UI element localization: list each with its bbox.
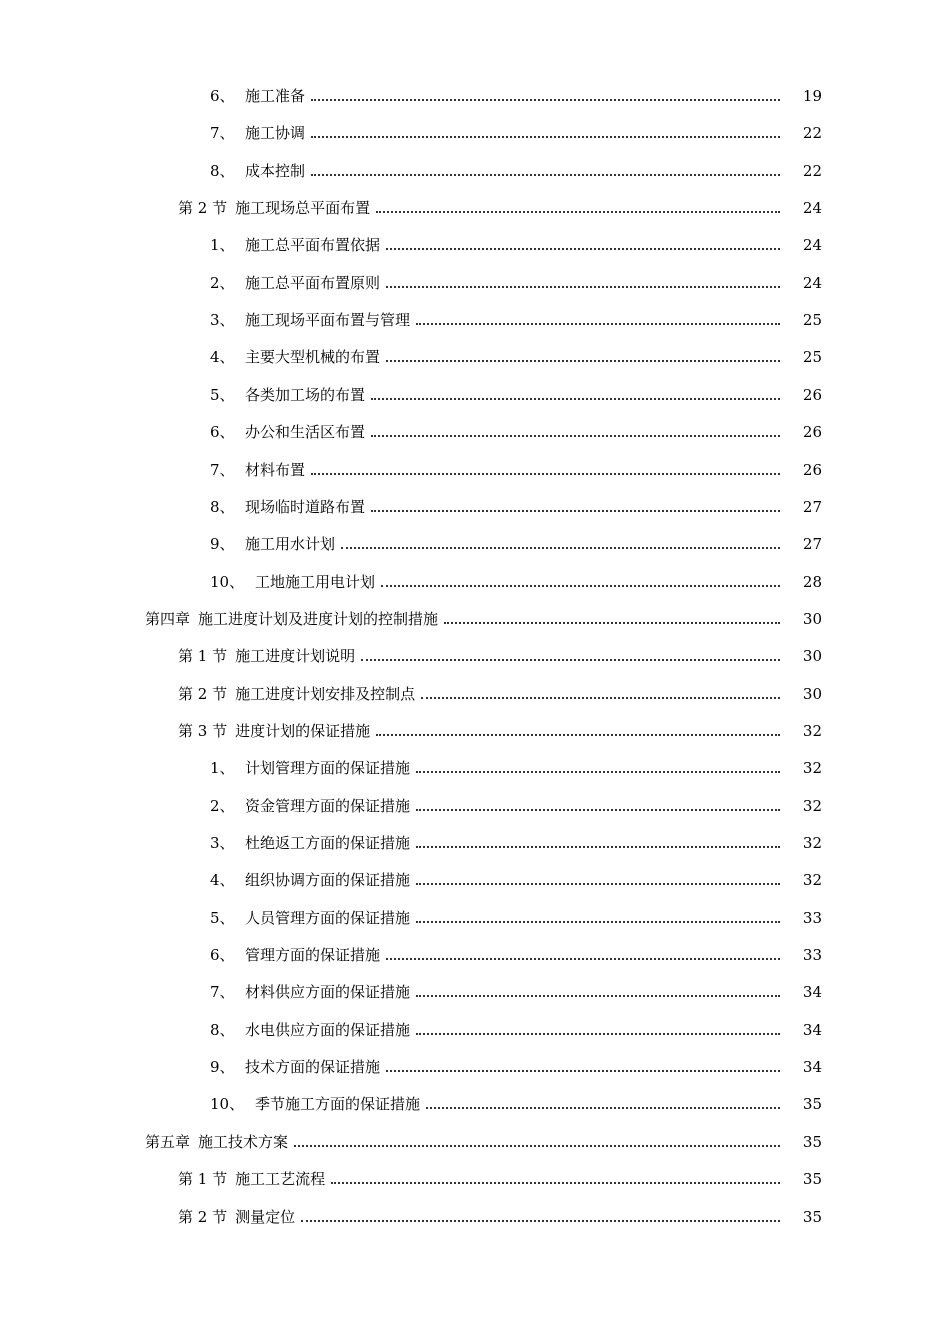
toc-leader-dots: [416, 995, 780, 997]
toc-leader-dots: [386, 958, 780, 960]
toc-entry-number: 3、: [210, 311, 235, 329]
toc-entry-title: 办公和生活区布置: [245, 423, 366, 441]
toc-entry-title: 杜绝返工方面的保证措施: [245, 834, 411, 852]
toc-entry[interactable]: [0, 605, 950, 629]
toc-leader-dots: [386, 248, 780, 250]
toc-entry-page: 26: [802, 423, 822, 441]
toc-leader-dots: [371, 398, 780, 400]
toc-entry-page: 19: [802, 87, 822, 105]
toc-leader-dots: [371, 435, 780, 437]
toc-entry-title: 施工进度计划说明: [235, 647, 356, 665]
toc-entry-number: 8、: [210, 162, 235, 180]
toc-entry-title: 成本控制: [245, 162, 306, 180]
toc-entry-page: 35: [802, 1133, 822, 1151]
toc-entry-number: 6、: [210, 423, 235, 441]
toc-entry-title: 工地施工用电计划: [255, 573, 376, 591]
toc-leader-dots: [371, 510, 780, 512]
toc-entry[interactable]: [0, 642, 950, 666]
toc-entry[interactable]: [0, 941, 950, 965]
toc-entry-number: 2、: [210, 797, 235, 815]
toc-entry-number: 5、: [210, 386, 235, 404]
toc-leader-dots: [294, 1145, 780, 1147]
toc-entry-number: 5、: [210, 909, 235, 927]
toc-entry-number: 第五章: [145, 1133, 191, 1151]
toc-leader-dots: [301, 1220, 780, 1222]
toc-leader-dots: [416, 771, 780, 773]
toc-entry-number: 第 3 节: [178, 722, 228, 740]
toc-entry-number: 第四章: [145, 610, 191, 628]
toc-entry[interactable]: [0, 1016, 950, 1040]
toc-entry[interactable]: [0, 194, 950, 218]
toc-entry-number: 1、: [210, 759, 235, 777]
toc-entry-number: 8、: [210, 498, 235, 516]
toc-entry-page: 24: [802, 199, 822, 217]
toc-entry-number: 10、: [210, 1095, 245, 1113]
toc-entry[interactable]: [0, 717, 950, 741]
toc-entry-title: 施工进度计划及进度计划的控制措施: [198, 610, 439, 628]
toc-entry[interactable]: [0, 530, 950, 554]
toc-entry[interactable]: [0, 82, 950, 106]
toc-entry-title: 测量定位: [235, 1208, 296, 1226]
toc-entry-title: 施工协调: [245, 124, 306, 142]
toc-entry[interactable]: [0, 792, 950, 816]
toc-entry-page: 30: [802, 647, 822, 665]
toc-entry[interactable]: [0, 754, 950, 778]
toc-entry[interactable]: [0, 119, 950, 143]
toc-entry-page: 27: [802, 498, 822, 516]
toc-entry[interactable]: [0, 904, 950, 928]
toc-leader-dots: [386, 360, 780, 362]
toc-entry-page: 22: [802, 162, 822, 180]
toc-entry[interactable]: [0, 418, 950, 442]
toc-entry-page: 32: [802, 759, 822, 777]
toc-entry-number: 6、: [210, 946, 235, 964]
toc-entry-page: 26: [802, 386, 822, 404]
toc-entry-page: 24: [802, 274, 822, 292]
toc-entry[interactable]: [0, 978, 950, 1002]
toc-leader-dots: [311, 174, 780, 176]
toc-entry-page: 33: [802, 909, 822, 927]
toc-leader-dots: [341, 547, 780, 549]
toc-entry-page: 32: [802, 797, 822, 815]
toc-entry-page: 33: [802, 946, 822, 964]
toc-leader-dots: [376, 734, 780, 736]
toc-entry[interactable]: [0, 829, 950, 853]
toc-entry-page: 25: [802, 311, 822, 329]
toc-entry[interactable]: [0, 1203, 950, 1227]
toc-leader-dots: [421, 697, 780, 699]
toc-entry-number: 8、: [210, 1021, 235, 1039]
toc-leader-dots: [416, 1033, 780, 1035]
toc-entry-number: 9、: [210, 1058, 235, 1076]
toc-entry-title: 施工准备: [245, 87, 306, 105]
toc-entry[interactable]: [0, 1090, 950, 1114]
toc-entry-title: 施工现场总平面布置: [235, 199, 371, 217]
toc-entry-page: 32: [802, 834, 822, 852]
toc-entry[interactable]: [0, 1128, 950, 1152]
toc-entry-number: 2、: [210, 274, 235, 292]
toc-leader-dots: [416, 921, 780, 923]
toc-entry-title: 人员管理方面的保证措施: [245, 909, 411, 927]
toc-entry-title: 施工进度计划安排及控制点: [235, 685, 416, 703]
toc-entry-title: 进度计划的保证措施: [235, 722, 371, 740]
toc-entry-number: 9、: [210, 535, 235, 553]
toc-entry-page: 32: [802, 871, 822, 889]
toc-entry-number: 第 1 节: [178, 1170, 228, 1188]
toc-entry-page: 30: [802, 685, 822, 703]
toc-entry-title: 施工现场平面布置与管理: [245, 311, 411, 329]
toc-entry-title: 组织协调方面的保证措施: [245, 871, 411, 889]
toc-entry-page: 28: [802, 573, 822, 591]
toc-entry-title: 水电供应方面的保证措施: [245, 1021, 411, 1039]
toc-entry[interactable]: [0, 456, 950, 480]
toc-leader-dots: [444, 622, 780, 624]
toc-entry-title: 各类加工场的布置: [245, 386, 366, 404]
toc-entry[interactable]: [0, 306, 950, 330]
toc-entry-title: 施工技术方案: [198, 1133, 289, 1151]
toc-leader-dots: [416, 883, 780, 885]
toc-entry-page: 22: [802, 124, 822, 142]
toc-leader-dots: [426, 1107, 780, 1109]
toc-entry-number: 4、: [210, 348, 235, 366]
toc-entry-title: 材料布置: [245, 461, 306, 479]
toc-entry-title: 施工工艺流程: [235, 1170, 326, 1188]
toc-entry-title: 现场临时道路布置: [245, 498, 366, 516]
toc-leader-dots: [386, 1070, 780, 1072]
toc-entry-page: 27: [802, 535, 822, 553]
toc-entry-title: 管理方面的保证措施: [245, 946, 381, 964]
toc-entry-page: 34: [802, 983, 822, 1001]
toc-entry-page: 32: [802, 722, 822, 740]
toc-entry-title: 施工用水计划: [245, 535, 336, 553]
toc-leader-dots: [376, 211, 780, 213]
toc-entry-number: 第 1 节: [178, 647, 228, 665]
toc-entry[interactable]: [0, 343, 950, 367]
toc-entry[interactable]: [0, 269, 950, 293]
toc-entry-number: 第 2 节: [178, 1208, 228, 1226]
toc-leader-dots: [416, 323, 780, 325]
toc-entry-page: 26: [802, 461, 822, 479]
toc-entry-page: 24: [802, 236, 822, 254]
toc-entry[interactable]: [0, 1053, 950, 1077]
toc-entry-page: 34: [802, 1021, 822, 1039]
toc-entry-title: 资金管理方面的保证措施: [245, 797, 411, 815]
toc-leader-dots: [311, 136, 780, 138]
toc-entry-number: 1、: [210, 236, 235, 254]
toc-entry-number: 7、: [210, 983, 235, 1001]
toc-entry-title: 材料供应方面的保证措施: [245, 983, 411, 1001]
toc-entry-number: 第 2 节: [178, 199, 228, 217]
toc-entry-page: 35: [802, 1095, 822, 1113]
toc-leader-dots: [386, 286, 780, 288]
toc-leader-dots: [331, 1182, 780, 1184]
toc-entry-page: 25: [802, 348, 822, 366]
toc-leader-dots: [416, 809, 780, 811]
toc-leader-dots: [416, 846, 780, 848]
toc-entry-number: 3、: [210, 834, 235, 852]
toc-entry-number: 7、: [210, 124, 235, 142]
toc-leader-dots: [311, 473, 780, 475]
toc-entry-page: 34: [802, 1058, 822, 1076]
toc-entry-title: 主要大型机械的布置: [245, 348, 381, 366]
toc-entry-title: 技术方面的保证措施: [245, 1058, 381, 1076]
toc-entry[interactable]: [0, 157, 950, 181]
toc-leader-dots: [311, 99, 780, 101]
toc-entry[interactable]: [0, 231, 950, 255]
toc-entry[interactable]: [0, 680, 950, 704]
toc-entry-page: 35: [802, 1170, 822, 1188]
toc-entry-page: 35: [802, 1208, 822, 1226]
toc-entry-title: 施工总平面布置依据: [245, 236, 381, 254]
toc-entry[interactable]: [0, 493, 950, 517]
toc-entry-title: 季节施工方面的保证措施: [255, 1095, 421, 1113]
toc-entry-title: 计划管理方面的保证措施: [245, 759, 411, 777]
toc-entry-page: 30: [802, 610, 822, 628]
toc-entry-title: 施工总平面布置原则: [245, 274, 381, 292]
toc-entry-number: 4、: [210, 871, 235, 889]
toc-leader-dots: [361, 659, 780, 661]
toc-entry-number: 第 2 节: [178, 685, 228, 703]
toc-entry-number: 6、: [210, 87, 235, 105]
toc-entry[interactable]: [0, 381, 950, 405]
toc-entry[interactable]: [0, 1165, 950, 1189]
toc-leader-dots: [381, 585, 780, 587]
toc-entry-number: 10、: [210, 573, 245, 591]
toc-entry-number: 7、: [210, 461, 235, 479]
toc-entry[interactable]: [0, 568, 950, 592]
toc-entry[interactable]: [0, 866, 950, 890]
